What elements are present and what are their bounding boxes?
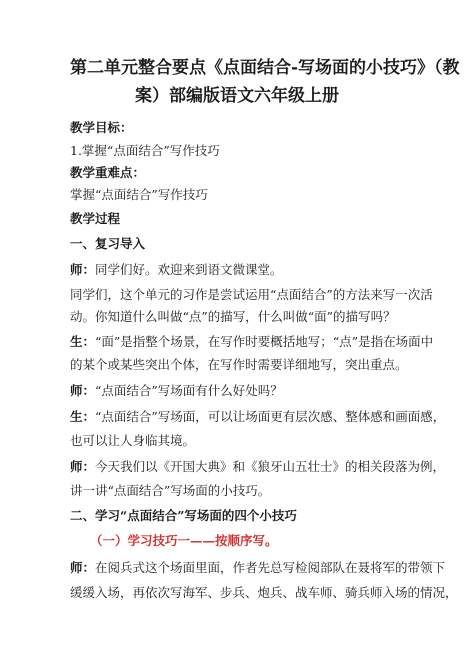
process-heading: 教学过程 <box>70 211 121 226</box>
document-title-line-1: 第二单元整合要点《点面结合-写场面的小技巧》（教 <box>70 58 460 78</box>
section-two-heading: 二、学习“点面结合”写场面的四个小技巧 <box>70 508 297 523</box>
paragraph-3-text-1: “面”是指整个场景，在写作时要概括地写；“点”是指在场面中 <box>95 334 434 349</box>
paragraph-4 <box>70 383 404 399</box>
paragraph-1-text: 同学们好。欢迎来到语文微课堂。 <box>95 262 283 277</box>
paragraph-6-text-1: 今天我们以《开国大典》和《狼牙山五壮士》的相关段落为例， <box>95 459 446 474</box>
teaching-goal-heading: 教学目标： <box>70 120 133 135</box>
paragraph-3-line-2: 的某个或某些突出个体，在写作时需要详细地写，突出重点。 <box>70 357 408 372</box>
paragraph-5-line-2: 也可以让人身临其境。 <box>70 433 196 448</box>
paragraph-6-line-1 <box>70 459 446 475</box>
paragraph-4-text: “点面结合”写场面有什么好处吗？ <box>95 383 283 398</box>
paragraph-2-line-1: 同学们，这个单元的习作是尝试运用“点面结合”的方法来写一次活 <box>70 287 433 302</box>
technique-one-heading: （一）学习技巧一——按顺序写。 <box>90 533 278 548</box>
speaker-student: 生： <box>70 334 96 349</box>
document-title-line-2: 案）部编版语文六年级上册 <box>135 86 339 106</box>
key-points-item: 掌握“点面结合”写作技巧 <box>70 187 208 202</box>
paragraph-7-text-1: 在阅兵式这个场面里面，作者先总写检阅部队在聂将军的带领下 <box>95 560 446 575</box>
paragraph-5-text-1: “点面结合”写场面，可以让场面更有层次感、整体感和画面感， <box>95 409 446 424</box>
speaker-student: 生： <box>70 409 96 424</box>
speaker-teacher: 师： <box>70 560 96 575</box>
paragraph-1 <box>70 262 404 278</box>
paragraph-2-line-2: 动。你知道什么叫做“点”的描写，什么叫做“面”的描写吗？ <box>70 309 396 324</box>
paragraph-7-line-1 <box>70 560 446 576</box>
paragraph-3-line-1 <box>70 334 434 350</box>
speaker-teacher: 师： <box>70 383 96 398</box>
paragraph-7-line-2: 缓缓入场，再依次写海军、步兵、炮兵、战车师、骑兵师入场的情况， <box>70 585 458 600</box>
paragraph-5-line-1 <box>70 409 446 425</box>
speaker-teacher: 师： <box>70 459 96 474</box>
speaker-teacher: 师： <box>70 262 96 277</box>
teaching-goal-item: 1.掌握“点面结合”写作技巧 <box>70 143 220 158</box>
key-points-heading: 教学重难点： <box>70 165 146 180</box>
paragraph-6-line-2: 讲一讲“点面结合”写场面的小技巧。 <box>70 483 271 498</box>
section-one-heading: 一、复习导入 <box>70 236 146 251</box>
